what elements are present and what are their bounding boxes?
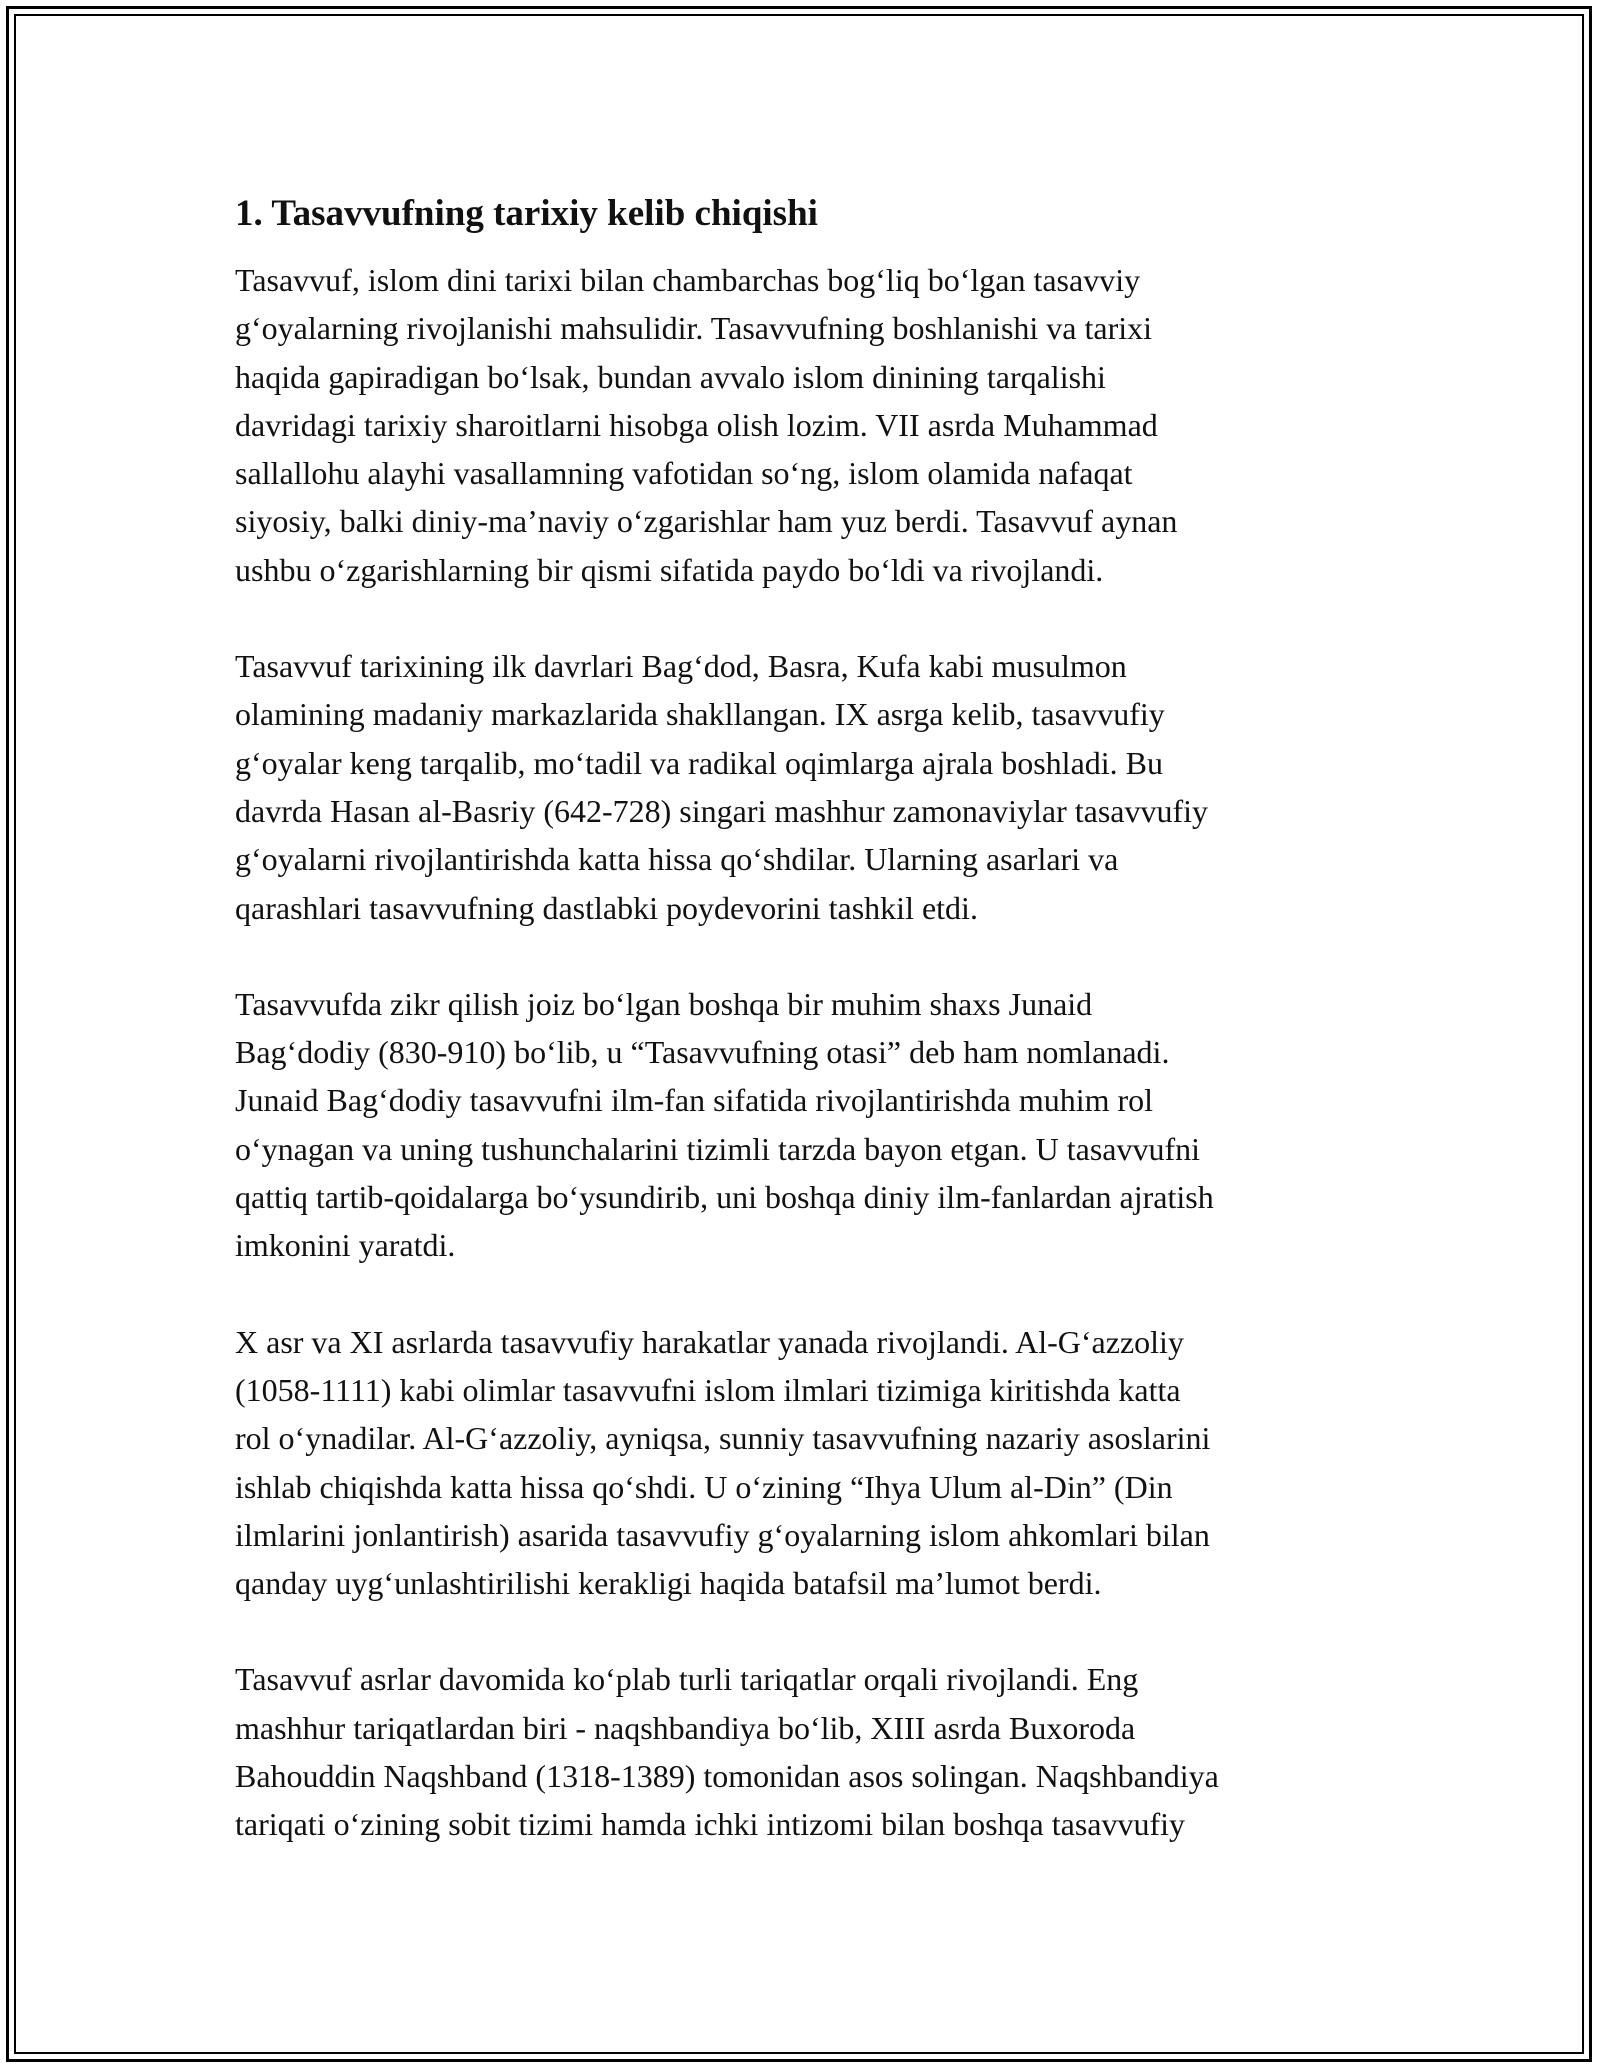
paragraph-1: Tasavvuf, islom dini tarixi bilan chambarchas bog‘liq bo‘lgan tasavviy g‘oyalarning rivojlanishi mahsulidir. Tasavvufning boshlanishi va tarixi haqida gapiradigan bo‘lsak, bundan avvalo islom dinining tarqalishi davridagi tarixiy sharoitlarni hisobga olish lozim. VII asrda Muhammad sallallohu alayhi vasallamning vafotidan so‘ng, islom olamida nafaqat siyosiy, balki diniy-ma’naviy o‘zgarishlar ham yuz berdi. Tasavvuf aynan ushbu o‘zgarishlarning bir qismi sifatida paydo bo‘ldi va rivojlandi. [235, 262, 1178, 588]
paragraph-2: Tasavvuf tarixining ilk davrlari Bag‘dod, Basra, Kufa kabi musulmon olamining madaniy markazlarida shakllangan. IX asrga kelib, tasavvufiy g‘oyalar keng tarqalib, mo‘tadil va radikal oqimlarga ajrala boshladi. Bu davrda Hasan al-Basriy (642-728) singari mashhur zamonaviylar tasavvufiy g‘oyalarni rivojlantirishda katta hissa qo‘shdilar. Ularning asarlari va qarashlari tasavvufning dastlabki poydevorini tashkil etdi. [235, 648, 1209, 926]
paragraph-3: Tasavvufda zikr qilish joiz bo‘lgan boshqa bir muhim shaxs Junaid Bag‘dodiy (830-910) bo‘lib, u “Tasavvufning otasi” deb ham nomlanadi. Junaid Bag‘dodiy tasavvufni ilm-fan sifatida rivojlantirishda muhim rol o‘ynagan va uning tushunchalarini tizimli tarzda bayon etgan. U tasavvufni qattiq tartib-qoidalarga bo‘ysundirib, uni boshqa diniy ilm-fanlardan ajratish imkonini yaratdi. [235, 985, 1214, 1264]
document-body [235, 188, 1370, 1897]
paragraph-4: X asr va XI asrlarda tasavvufiy harakatlar yanada rivojlandi. Al-G‘azzoliy (1058-1111) kabi olimlar tasavvufni islom ilmlari tizimiga kiritishda katta rol o‘ynadilar. Al-G‘azzoliy, ayniqsa, sunniy tasavvufning nazariy asoslarini ishlab chiqishda katta hissa qo‘shdi. U o‘zining “Ihya Ulum al-Din” (Din ilmlarini jonlantirish) asarida tasavvufiy g‘oyalarning islom ahkomlari bilan qanday uyg‘unlashtirilishi kerakligi haqida batafsil ma’lumot berdi. [235, 1323, 1211, 1602]
section-heading: 1. Tasavvufning tarixiy kelib chiqishi [235, 193, 818, 234]
paragraph-5: Tasavvuf asrlar davomida ko‘plab turli tariqatlar orqali rivojlandi. Eng mashhur tariqatlardan biri - naqshbandiya bo‘lib, XIII asrda Buxoroda Bahouddin Naqshband (1318-1389) tomonidan asos solingan. Naqshbandiya tariqati o‘zining sobit tizimi hamda ichki intizomi bilan boshqa tasavvufiy [235, 1661, 1219, 1843]
